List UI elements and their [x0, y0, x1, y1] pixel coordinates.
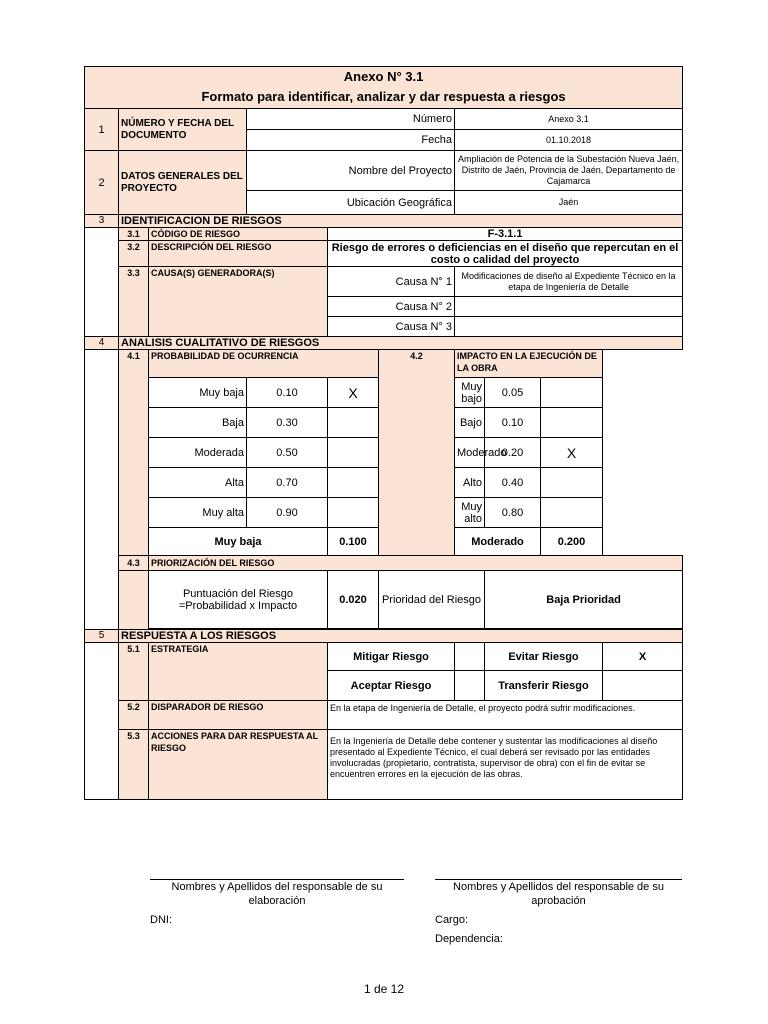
probabilidad-number: 4.1	[119, 350, 149, 556]
imp-result-label: Moderado	[455, 528, 541, 556]
prob-row-mark[interactable]	[328, 438, 379, 468]
proyecto-label: Nombre del Proyecto	[247, 151, 455, 191]
impacto-number: 4.2	[379, 350, 455, 556]
section-3-title: IDENTIFICACION DE RIESGOS	[119, 215, 683, 228]
dni-label: DNI:	[150, 914, 172, 926]
section-4-title: ANALISIS CUALITATIVO DE RIESGOS	[119, 337, 683, 350]
section-5-number: 5	[85, 630, 119, 643]
puntuacion-value: 0.020	[328, 571, 379, 629]
aceptar-mark[interactable]	[455, 671, 485, 701]
section-4-number: 4	[85, 337, 119, 350]
imp-row-label: Muy alto	[455, 498, 485, 528]
ubicacion-label: Ubicación Geográfica	[247, 191, 455, 215]
descripcion-number: 3.2	[119, 241, 149, 267]
causa-1-label: Causa N° 1	[328, 267, 455, 297]
prob-row-mark[interactable]: X	[328, 378, 379, 408]
imp-row-mark[interactable]	[541, 378, 603, 408]
prob-result-label: Muy baja	[149, 528, 328, 556]
evitar-mark[interactable]: X	[603, 643, 683, 671]
causa-2-label: Causa N° 2	[328, 297, 455, 317]
priorizacion-label: PRIORIZACIÓN DEL RIESGO	[149, 556, 683, 571]
risk-form	[84, 66, 682, 800]
fecha-value: 01.10.2018	[455, 130, 683, 151]
imp-row-value: 0.80	[485, 498, 541, 528]
causa-1-value: Modificaciones de diseño al Expediente Técnico en la etapa de Ingeniería de Detalle	[455, 267, 683, 297]
codigo-value: F-3.1.1	[328, 228, 683, 241]
transferir-label: Transferir Riesgo	[485, 671, 603, 701]
imp-row-label: Moderado	[455, 438, 485, 468]
prob-row-mark[interactable]	[328, 498, 379, 528]
prob-row-value: 0.90	[247, 498, 328, 528]
prioridad-value: Baja Prioridad	[485, 571, 683, 629]
prob-row-label: Alta	[149, 468, 247, 498]
imp-row-value: 0.10	[485, 408, 541, 438]
mitigar-label: Mitigar Riesgo	[328, 643, 455, 671]
left-signature-caption: Nombres y Apellidos del responsable de su elaboración	[171, 881, 383, 907]
imp-row-label: Bajo	[455, 408, 485, 438]
page-number: 1 de 12	[363, 982, 405, 996]
numero-label: Número	[247, 109, 455, 130]
acciones-value: En la Ingeniería de Detalle debe contener y sustentar las modificaciones al diseño presentado al Expediente Técnico, el cual deberá ser revisado por las entidades involucradas (propietario, contratista, supervisor de obra) con el fin de evitar se encuentren errores en la ejecución de las obras.	[328, 730, 683, 800]
puntuacion-label: Puntuación del Riesgo =Probabilidad x Impacto	[149, 571, 328, 629]
disparador-label: DISPARADOR DE RIESGO	[149, 701, 328, 730]
prob-row-label: Muy baja	[149, 378, 247, 408]
form-title: Anexo N° 3.1	[85, 67, 683, 87]
imp-row-mark[interactable]	[541, 498, 603, 528]
form-subtitle: Formato para identificar, analizar y dar respuesta a riesgos	[85, 87, 683, 109]
imp-row-mark[interactable]: X	[541, 438, 603, 468]
prob-row-label: Moderada	[149, 438, 247, 468]
acciones-label: ACCIONES PARA DAR RESPUESTA AL RIESGO	[149, 730, 328, 800]
descripcion-value: Riesgo de errores o deficiencias en el diseño que repercutan en el costo o calidad del proyecto	[328, 241, 683, 267]
prob-row-value: 0.70	[247, 468, 328, 498]
estrategia-label: ESTRATEGIA	[149, 643, 328, 701]
prob-row-label: Baja	[149, 408, 247, 438]
aceptar-label: Aceptar Riesgo	[328, 671, 455, 701]
section-1-label: NÚMERO Y FECHA DEL DOCUMENTO	[119, 109, 247, 151]
section-2-label: DATOS GENERALES DEL PROYECTO	[119, 151, 247, 215]
dependencia-label: Dependencia:	[435, 933, 503, 945]
acciones-number: 5.3	[119, 730, 149, 800]
causa-3-label: Causa N° 3	[328, 317, 455, 337]
risk-table	[84, 66, 683, 800]
prob-result-value: 0.100	[328, 528, 379, 556]
causa-number: 3.3	[119, 267, 149, 337]
section-4-spacer	[85, 350, 119, 630]
section-3-spacer	[85, 228, 119, 337]
imp-row-label: Muy bajo	[455, 378, 485, 408]
disparador-number: 5.2	[119, 701, 149, 730]
section-3-number: 3	[85, 215, 119, 228]
prob-row-value: 0.30	[247, 408, 328, 438]
prob-row-value: 0.10	[247, 378, 328, 408]
causa-label: CAUSA(S) GENERADORA(S)	[149, 267, 328, 337]
imp-row-value: 0.40	[485, 468, 541, 498]
mitigar-mark[interactable]	[455, 643, 485, 671]
proyecto-value: Ampliación de Potencia de la Subestación Nueva Jaén, Distrito de Jaén, Provincia de Jaén, Departamento de Cajamarca	[455, 151, 683, 191]
causa-2-value	[455, 297, 683, 317]
prob-row-mark[interactable]	[328, 408, 379, 438]
imp-row-mark[interactable]	[541, 468, 603, 498]
estrategia-number: 5.1	[119, 643, 149, 701]
evitar-label: Evitar Riesgo	[485, 643, 603, 671]
codigo-number: 3.1	[119, 228, 149, 241]
cargo-label: Cargo:	[435, 914, 469, 926]
codigo-label: CÓDIGO DE RIESGO	[149, 228, 328, 241]
causa-3-value	[455, 317, 683, 337]
probabilidad-label: PROBABILIDAD DE OCURRENCIA	[149, 350, 379, 378]
section-2-number: 2	[85, 151, 119, 215]
transferir-mark[interactable]	[603, 671, 683, 701]
imp-row-mark[interactable]	[541, 408, 603, 438]
priorizacion-number: 4.3	[119, 556, 149, 571]
prob-row-value: 0.50	[247, 438, 328, 468]
disparador-value: En la etapa de Ingeniería de Detalle, el proyecto podrá sufrir modificaciones.	[328, 701, 683, 730]
section-5-spacer	[85, 643, 119, 800]
imp-row-label: Alto	[455, 468, 485, 498]
prioridad-label: Prioridad del Riesgo	[379, 571, 485, 629]
imp-row-value: 0.20	[485, 438, 541, 468]
prob-row-label: Muy alta	[149, 498, 247, 528]
ubicacion-value: Jaén	[455, 191, 683, 215]
right-signature-caption: Nombres y Apellidos del responsable de su aprobación	[453, 881, 664, 907]
imp-row-value: 0.05	[485, 378, 541, 408]
descripcion-label: DESCRIPCIÓN DEL RIESGO	[149, 241, 328, 267]
section-5-title: RESPUESTA A LOS RIESGOS	[119, 630, 683, 643]
fecha-label: Fecha	[247, 130, 455, 151]
imp-result-value: 0.200	[541, 528, 603, 556]
priorizacion-spacer	[119, 571, 149, 630]
numero-value: Anexo 3.1	[455, 109, 683, 130]
section-1-number: 1	[85, 109, 119, 151]
impacto-label: IMPACTO EN LA EJECUCIÓN DE LA OBRA	[455, 350, 603, 378]
prob-row-mark[interactable]	[328, 468, 379, 498]
